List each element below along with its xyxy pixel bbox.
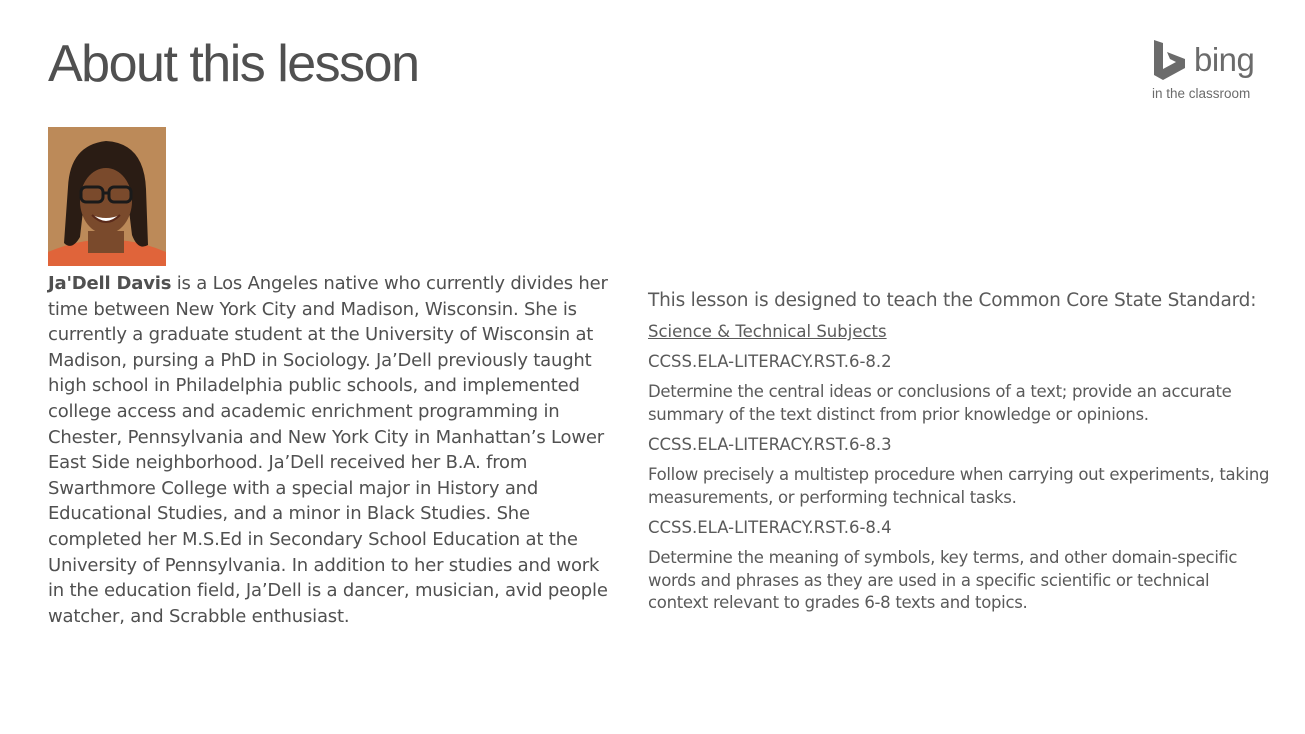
standard-code: CCSS.ELA-LITERACY.RST.6-8.3 bbox=[648, 435, 892, 454]
subject-heading: Science & Technical Subjects bbox=[648, 322, 887, 341]
author-bio-text: is a Los Angeles native who currently divides her time between New York City and Madison, Wisconsin. She is currently a graduate student at the University of Wisconsin at Madison, pursing a PhD in Sociology. Ja’Dell previously taught high school in Philadelphia public schools, and implemented college access and academic enrichment programming in Chester, Pennsylvania and New York City in Manhattan’s Lower East Side neighborhood. Ja’Dell received her B.A. from Swarthmore College with a special major in History and Educational Studies, and a minor in Black Studies. She completed her M.S.Ed in Secondary School Education at the University of Pennsylvania. In addition to her studies and work in the education field, Ja’Dell is a dancer, musician, avid people watcher, and Scrabble enthusiast. bbox=[48, 273, 608, 627]
author-bio bbox=[48, 271, 608, 629]
logo-wordmark: bing bbox=[1194, 41, 1255, 78]
standards-section bbox=[648, 288, 1273, 623]
page-title: About this lesson bbox=[48, 35, 419, 93]
logo-tagline: in the classroom bbox=[1152, 86, 1251, 101]
standard-code: CCSS.ELA-LITERACY.RST.6-8.2 bbox=[648, 352, 892, 371]
standards-intro: This lesson is designed to teach the Common Core State Standard: bbox=[648, 290, 1257, 311]
author-name: Ja'Dell Davis bbox=[48, 273, 172, 294]
bing-icon bbox=[1152, 40, 1186, 80]
standard-description: Determine the central ideas or conclusions of a text; provide an accurate summary of the text distinct from prior knowledge or opinions. bbox=[648, 382, 1232, 424]
standard-description: Follow precisely a multistep procedure when carrying out experiments, taking measurements, or performing technical tasks. bbox=[648, 465, 1270, 507]
bing-logo bbox=[1152, 40, 1262, 102]
standard-code: CCSS.ELA-LITERACY.RST.6-8.4 bbox=[648, 518, 892, 537]
author-photo bbox=[48, 127, 166, 266]
standard-description: Determine the meaning of symbols, key terms, and other domain-specific words and phrases as they are used in a specific scientific or technical context relevant to grades 6-8 texts and topics. bbox=[648, 548, 1238, 612]
